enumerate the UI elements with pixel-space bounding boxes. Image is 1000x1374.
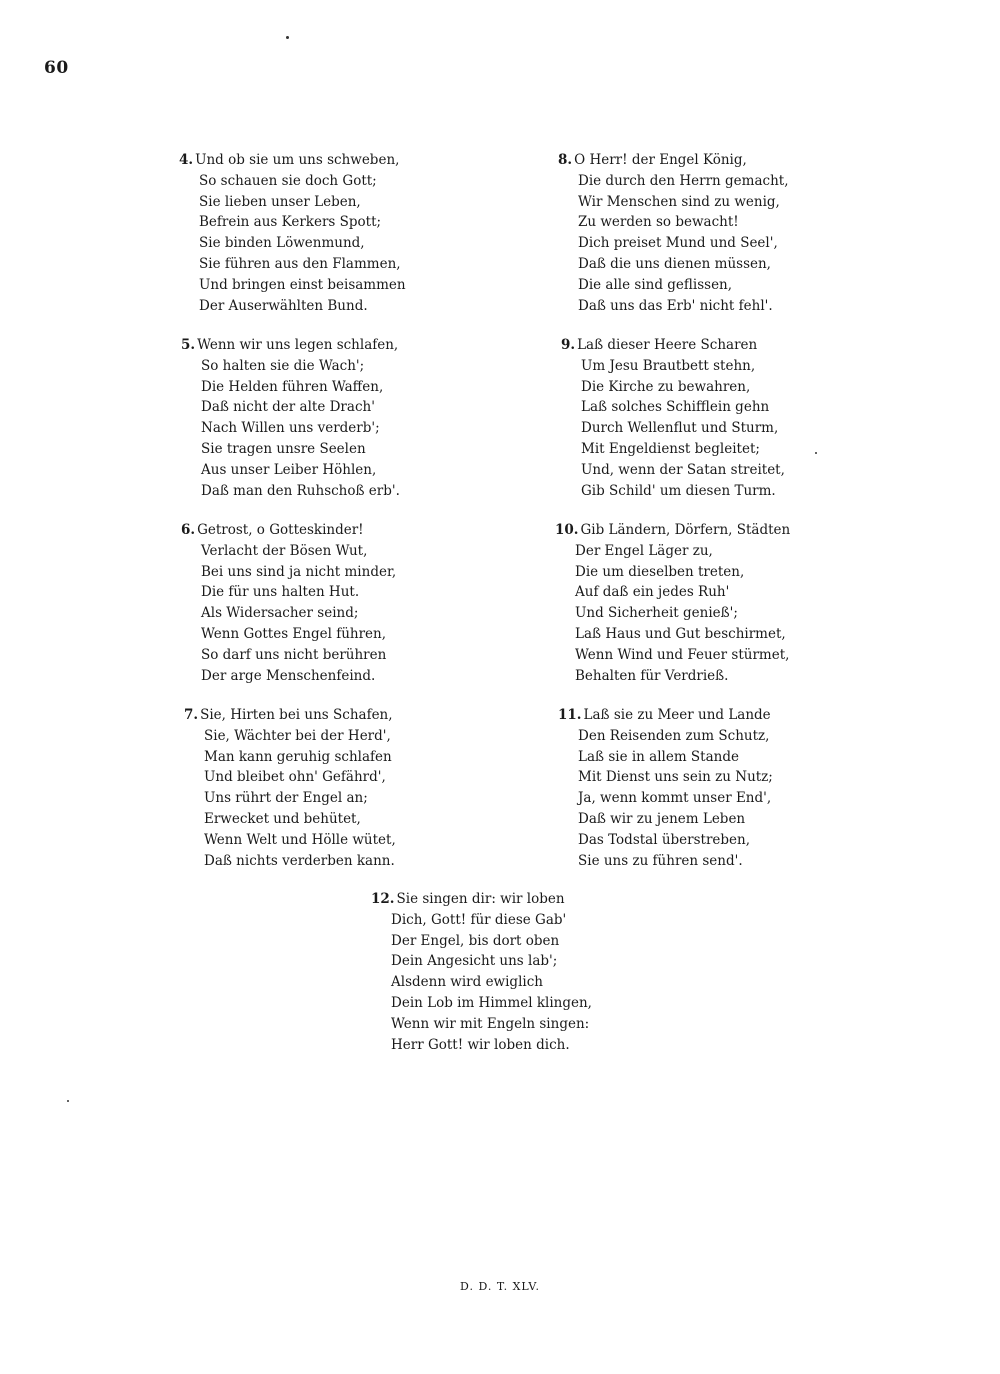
verse-line [561, 335, 785, 356]
verse-text: Sie, Hirten bei uns Schafen, [200, 707, 393, 723]
verse-line: Die Helden führen Waffen, [201, 378, 384, 395]
stanza-5 [181, 335, 400, 501]
verse-line [184, 705, 396, 726]
verse-line: So halten sie die Wach'; [201, 357, 365, 374]
stanza-10 [555, 520, 790, 686]
stanza-number: 9. [561, 337, 576, 353]
verse-line: Ja, wenn kommt unser End', [578, 790, 772, 807]
stanza-number: 12. [371, 891, 395, 907]
stanza-number: 11. [558, 707, 582, 723]
verse-line [558, 705, 773, 726]
verse-line: Der arge Menschenfeind. [201, 667, 376, 684]
stanza-4 [179, 150, 406, 316]
verse-line [371, 889, 592, 910]
stanza-number: 6. [181, 522, 196, 538]
verse-line: Daß nichts verderben kann. [204, 852, 395, 869]
verse-line: Behalten für Verdrieß. [575, 667, 729, 684]
verse-line: Mit Dienst uns sein zu Nutz; [578, 769, 773, 786]
verse-line: Herr Gott! wir loben dich. [391, 1036, 570, 1053]
verse-line: Daß nicht der alte Drach' [201, 399, 375, 416]
verse-text: Gib Ländern, Dörfern, Städten [580, 522, 791, 538]
verse-line: Dich, Gott! für diese Gab' [391, 911, 567, 928]
stanza-number: 8. [558, 152, 573, 168]
verse-line: Laß solches Schifflein gehn [581, 399, 770, 416]
verse-line: Wenn Gottes Engel führen, [201, 625, 387, 642]
verse-line: Daß wir zu jenem Leben [578, 810, 746, 827]
verse-line: Dich preiset Mund und Seel', [578, 235, 778, 252]
verse-line: Dein Angesicht uns lab'; [391, 953, 558, 970]
verse-line: Der Auserwählten Bund. [199, 297, 368, 314]
verse-line: Die für uns halten Hut. [201, 584, 360, 601]
verse-line: Der Engel, bis dort oben [391, 932, 560, 949]
verse-line: So schauen sie doch Gott; [199, 172, 377, 189]
verse-line: Dein Lob im Himmel klingen, [391, 994, 592, 1011]
verse-line: Verlacht der Bösen Wut, [201, 542, 368, 559]
verse-line: Alsdenn wird ewiglich [391, 974, 543, 991]
verse-line: Durch Wellenflut und Sturm, [581, 420, 779, 437]
verse-text: Wenn wir uns legen schlafen, [197, 337, 399, 353]
verse-line [181, 335, 400, 356]
verse-text: Sie singen dir: wir loben [396, 891, 565, 907]
verse-line: Und Sicherheit genieß'; [575, 605, 738, 622]
verse-line: Laß Haus und Gut beschirmet, [575, 625, 786, 642]
verse-line: Nach Willen uns verderb'; [201, 420, 380, 437]
verse-line: Und bleibet ohn' Gefährd', [204, 769, 386, 786]
verse-line [179, 150, 406, 171]
verse-line: Daß man den Ruhschoß erb'. [201, 482, 400, 499]
stanza-7 [184, 705, 396, 871]
footer-signature: D. D. T. XLV. [460, 1280, 540, 1293]
scan-speck [815, 452, 817, 454]
verse-line: Den Reisenden zum Schutz, [578, 727, 770, 744]
verse-line: Erwecket und behütet, [204, 810, 361, 827]
verse-line: Das Todstal überstreben, [578, 831, 751, 848]
verse-line: Mit Engeldienst begleitet; [581, 440, 760, 457]
verse-line: Der Engel Läger zu, [575, 542, 713, 559]
page-number: 60 [44, 58, 69, 78]
verse-text: O Herr! der Engel König, [574, 152, 747, 168]
verse-line: So darf uns nicht berühren [201, 646, 387, 663]
stanza-number: 10. [555, 522, 579, 538]
verse-text: Getrost, o Gotteskinder! [197, 522, 364, 538]
stanza-number: 7. [184, 707, 199, 723]
verse-line: Wenn Welt und Hölle wütet, [204, 831, 396, 848]
verse-line: Die durch den Herrn gemacht, [578, 172, 789, 189]
verse-line: Und bringen einst beisammen [199, 276, 406, 293]
verse-line: Sie, Wächter bei der Herd', [204, 727, 391, 744]
verse-line [558, 150, 788, 171]
verse-line: Die um dieselben treten, [575, 563, 745, 580]
verse-line: Sie lieben unser Leben, [199, 193, 361, 210]
verse-line: Die alle sind geflissen, [578, 276, 733, 293]
verse-line: Und, wenn der Satan streitet, [581, 461, 785, 478]
verse-line: Laß sie in allem Stande [578, 748, 739, 765]
verse-line: Wenn Wind und Feuer stürmet, [575, 646, 790, 663]
verse-line: Gib Schild' um diesen Turm. [581, 482, 776, 499]
stanza-6 [181, 520, 396, 686]
verse-line: Um Jesu Brautbett stehn, [581, 357, 756, 374]
verse-text: Laß sie zu Meer und Lande [583, 707, 771, 723]
verse-line [555, 520, 790, 541]
verse-line: Wenn wir mit Engeln singen: [391, 1015, 590, 1032]
verse-line: Auf daß ein jedes Ruh' [575, 584, 730, 601]
stanza-number: 4. [179, 152, 194, 168]
scan-speck [286, 36, 289, 39]
verse-line: Die Kirche zu bewahren, [581, 378, 751, 395]
verse-line: Sie uns zu führen send'. [578, 852, 743, 869]
stanza-12 [371, 889, 592, 1055]
stanza-11 [558, 705, 773, 871]
verse-line: Zu werden so bewacht! [578, 214, 739, 231]
verse-text: Und ob sie um uns schweben, [195, 152, 400, 168]
verse-line: Uns rührt der Engel an; [204, 790, 368, 807]
stanza-number: 5. [181, 337, 196, 353]
verse-text: Laß dieser Heere Scharen [577, 337, 758, 353]
verse-line: Befrein aus Kerkers Spott; [199, 214, 382, 231]
verse-line: Sie binden Löwenmund, [199, 235, 365, 252]
verse-line: Man kann geruhig schlafen [204, 748, 392, 765]
verse-line: Daß die uns dienen müssen, [578, 255, 771, 272]
verse-line [181, 520, 396, 541]
verse-line: Als Widersacher seind; [201, 605, 359, 622]
stanza-8 [558, 150, 788, 316]
verse-line: Sie führen aus den Flammen, [199, 255, 401, 272]
verse-line: Aus unser Leiber Höhlen, [201, 461, 377, 478]
verse-line: Daß uns das Erb' nicht fehl'. [578, 297, 773, 314]
verse-line: Bei uns sind ja nicht minder, [201, 563, 397, 580]
stanza-9 [561, 335, 785, 501]
scan-speck [67, 1100, 69, 1102]
verse-line: Wir Menschen sind zu wenig, [578, 193, 780, 210]
verse-line: Sie tragen unsre Seelen [201, 440, 366, 457]
